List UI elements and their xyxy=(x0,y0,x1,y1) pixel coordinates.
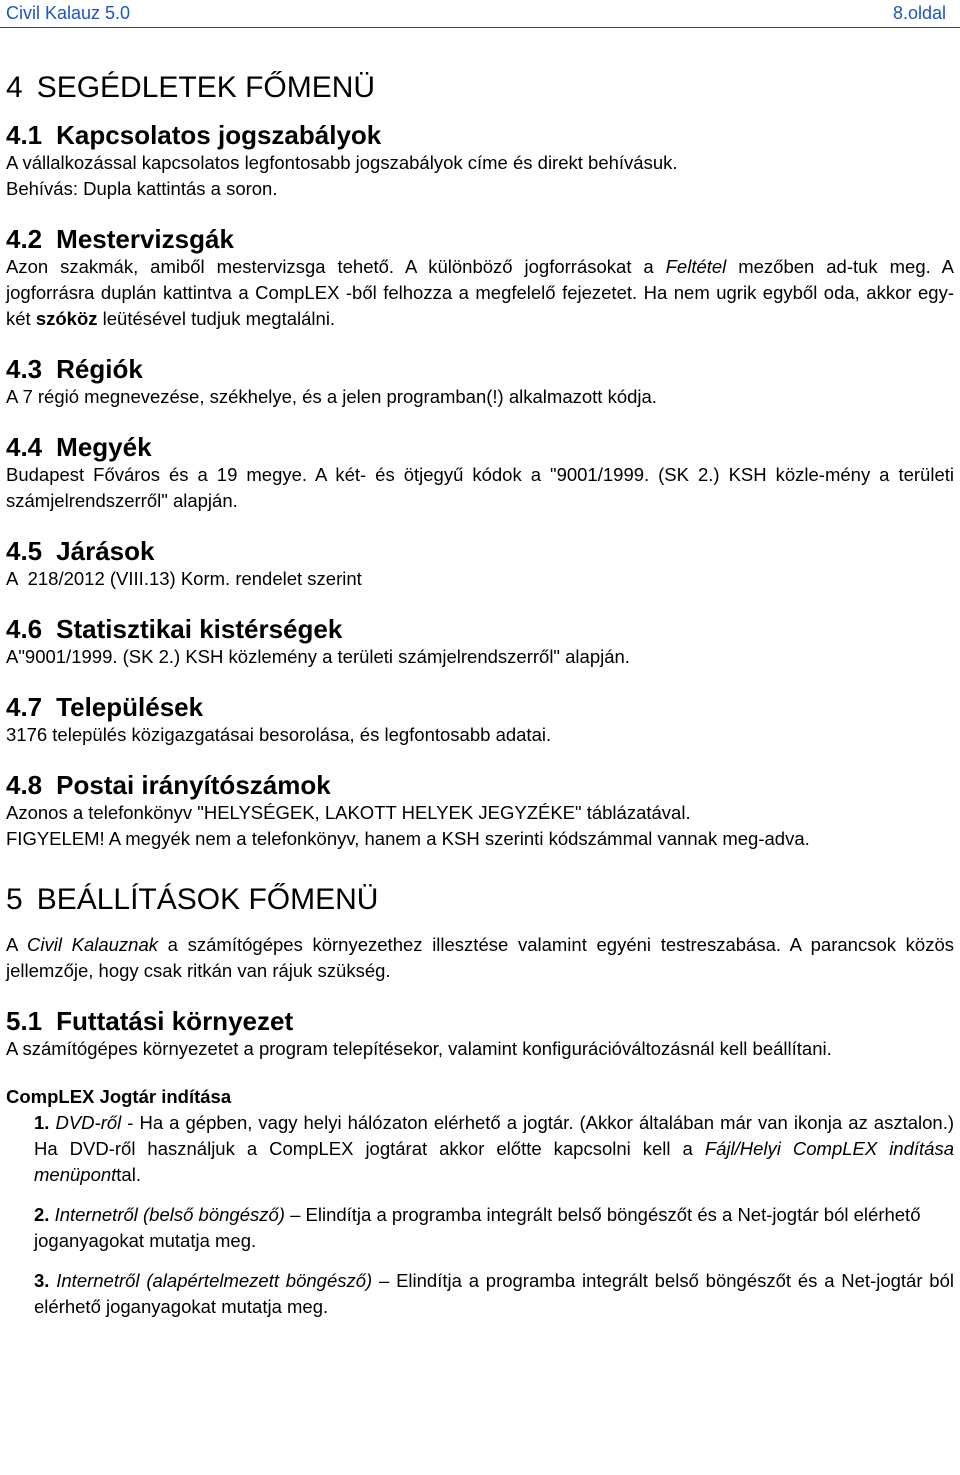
page-body xyxy=(6,70,954,1320)
section-number: 5.1 xyxy=(6,1006,43,1036)
section-number: 4.8 xyxy=(6,770,43,800)
section-4-1-text-2: Behívás: Dupla kattintás a soron. xyxy=(6,178,278,199)
list-item-1 xyxy=(6,1110,954,1188)
chapter-4-heading xyxy=(6,70,954,106)
text-run: leütésével tudjuk megtalálni. xyxy=(97,308,336,329)
list-item-2 xyxy=(6,1202,954,1254)
header-divider xyxy=(0,27,960,28)
item-title: Internetről (belső böngésző) xyxy=(54,1204,285,1225)
section-4-5-heading xyxy=(6,536,954,566)
section-title: Megyék xyxy=(56,432,152,462)
section-4-6-heading xyxy=(6,614,954,644)
section-title: Postai irányítószámok xyxy=(56,770,331,800)
complex-heading: CompLEX Jogtár indítása xyxy=(6,1086,232,1107)
chapter-title: BEÁLLÍTÁSOK FŐMENÜ xyxy=(36,883,379,916)
section-4-4-heading xyxy=(6,432,954,462)
chapter-number: 4 xyxy=(6,71,23,104)
list-item-3-text xyxy=(34,1268,954,1320)
section-number: 4.1 xyxy=(6,120,43,150)
section-4-1-text-1: A vállalkozással kapcsolatos legfontosabb jogszabályok címe és direkt behívásuk. xyxy=(6,152,678,173)
section-4-8-heading xyxy=(6,770,954,800)
menu-path: Fájl/Helyi CompLEX indítása menüpont xyxy=(34,1138,954,1185)
section-number: 4.7 xyxy=(6,692,43,722)
section-title: Régiók xyxy=(56,354,143,384)
section-4-2-text xyxy=(6,254,954,332)
section-title: Mestervizsgák xyxy=(56,224,234,254)
chapter-5-heading xyxy=(6,882,954,918)
section-title: Kapcsolatos jogszabályok xyxy=(56,120,382,150)
item-title: DVD-ről xyxy=(55,1112,122,1133)
text-run: tal. xyxy=(116,1164,141,1185)
section-4-7-heading xyxy=(6,692,954,722)
page-header xyxy=(0,0,960,28)
section-title: Települések xyxy=(56,692,204,722)
list-item-2-text xyxy=(34,1202,954,1254)
section-number: 4.2 xyxy=(6,224,43,254)
section-4-6-text: A"9001/1999. (SK 2.) KSH közlemény a területi számjelrendszerről" alapján. xyxy=(6,646,630,667)
text-run: – Elindítja a programba integrált belső böngészőt és a Net-jogtár ból elérhető joganyagokat mutatja meg. xyxy=(34,1270,954,1317)
text-run: mezőben ad-tuk meg. A jogforrásra duplán kattintva a CompLEX -ből felhozza a megfelelő fejezetet. Ha nem ugrik egyből oda, akkor egy-két xyxy=(6,256,954,329)
section-5-1-heading xyxy=(6,1006,954,1036)
section-title: Járások xyxy=(56,536,155,566)
section-4-8-text-2: FIGYELEM! A megyék nem a telefonkönyv, hanem a KSH szerinti kódszámmal vannak meg-adva. xyxy=(6,828,810,849)
list-item-3 xyxy=(6,1268,954,1320)
text-run: A xyxy=(6,934,27,955)
item-number: 2. xyxy=(34,1204,50,1225)
section-4-3-text: A 7 régió megnevezése, székhelye, és a jelen programban(!) alkalmazott kódja. xyxy=(6,386,657,407)
chapter-5-intro xyxy=(6,932,954,984)
section-4-1-heading xyxy=(6,120,954,150)
section-4-4-text: Budapest Főváros és a 19 megye. A két- és ötjegyű kódok a "9001/1999. (SK 2.) KSH közle-mény a területi számjelrendszerről" alapján. xyxy=(6,464,954,511)
section-4-8-text-1: Azonos a telefonkönyv "HELYSÉGEK, LAKOTT HELYEK JEGYZÉKE" táblázatával. xyxy=(6,802,691,823)
section-number: 4.3 xyxy=(6,354,43,384)
section-number: 4.4 xyxy=(6,432,43,462)
page-number: 8.oldal xyxy=(892,3,946,23)
program-name: Civil Kalauznak xyxy=(27,934,159,955)
section-number: 4.6 xyxy=(6,614,43,644)
document-title: Civil Kalauz 5.0 xyxy=(6,3,131,23)
section-number: 4.5 xyxy=(6,536,43,566)
item-number: 1. xyxy=(34,1112,50,1133)
item-number: 3. xyxy=(34,1270,50,1291)
keyword-szokoz: szóköz xyxy=(35,308,98,329)
section-4-7-text: 3176 település közigazgatásai besorolása, és legfontosabb adatai. xyxy=(6,724,552,745)
section-4-2-heading xyxy=(6,224,954,254)
section-4-3-heading xyxy=(6,354,954,384)
text-run: a számítógépes környezethez illesztése valamint egyéni testreszabása. A parancsok közös jellemzője, hogy csak ritkán van rájuk szükség. xyxy=(6,934,954,981)
field-name-feltetel: Feltétel xyxy=(665,256,727,277)
text-run: – Elindítja a programba integrált belső böngészőt és a Net-jogtár ból elérhető joganyagokat mutatja meg. xyxy=(34,1204,921,1251)
section-5-1-text: A számítógépes környezetet a program telepítésekor, valamint konfigurációváltozásnál kell beállítani. xyxy=(6,1038,832,1059)
text-run: - Ha a gépben, vagy helyi hálózaton elérhető a jogtár. (Akkor általában már van ikonja az asztalon.) Ha DVD-ről használjuk a CompLEX jogtárat akkor előtte kapcsolni kell a xyxy=(34,1112,955,1159)
section-title: Futtatási környezet xyxy=(56,1006,294,1036)
chapter-title: SEGÉDLETEK FŐMENÜ xyxy=(36,71,376,104)
chapter-number: 5 xyxy=(6,883,23,916)
item-title: Internetről (alapértelmezett böngésző) xyxy=(56,1270,373,1291)
text-run: Azon szakmák, amiből mestervizsga tehető. A különböző jogforrásokat a xyxy=(6,256,666,277)
list-item-1-text xyxy=(34,1110,954,1188)
section-4-5-text: A 218/2012 (VIII.13) Korm. rendelet szerint xyxy=(6,568,362,589)
section-title: Statisztikai kistérségek xyxy=(56,614,343,644)
